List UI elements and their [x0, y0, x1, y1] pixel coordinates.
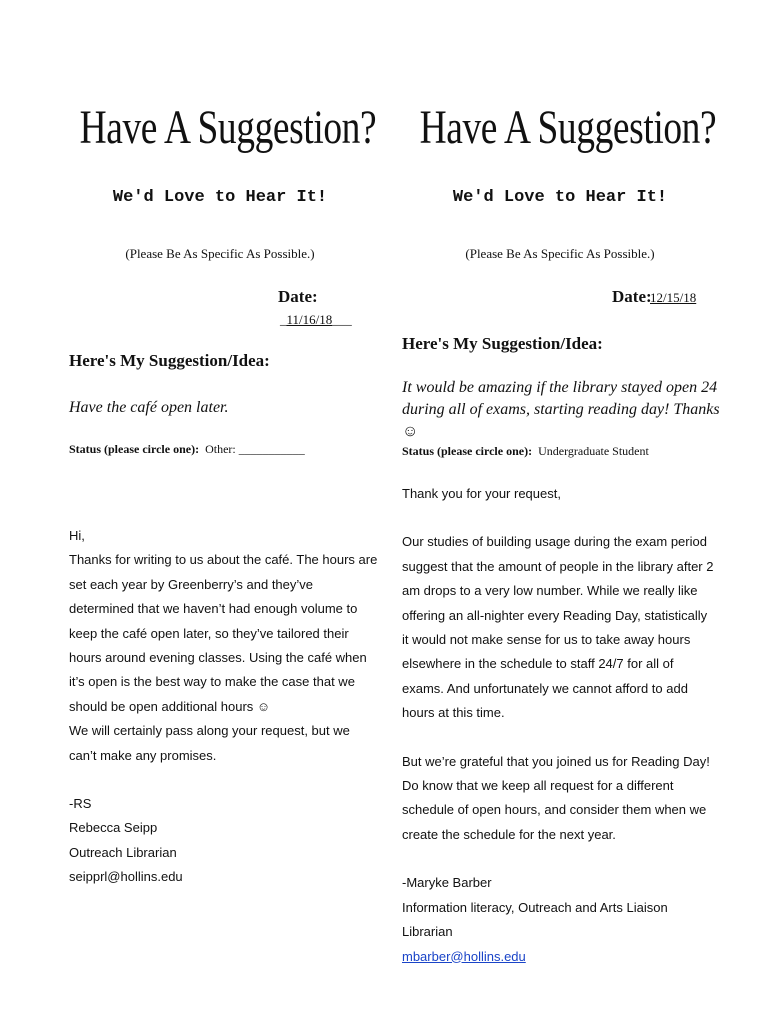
date-label: Date:	[278, 287, 318, 306]
date-text: 12/15/18	[650, 290, 697, 305]
reply-body-2: We will certainly pass along your request, but we can’t make any promises.	[69, 723, 350, 763]
date-value	[650, 290, 696, 306]
signature-initials: -RS	[69, 796, 92, 812]
status-value: Other: ___________	[205, 442, 305, 456]
status-value: Undergraduate Student	[538, 444, 649, 458]
specific-note: (Please Be As Specific As Possible.)	[465, 246, 655, 261]
status-line	[402, 444, 649, 459]
specific-note: (Please Be As Specific As Possible.)	[125, 246, 315, 261]
librarian-reply	[69, 524, 379, 890]
date-text: 11/16/18	[286, 312, 333, 327]
status-line	[69, 442, 305, 457]
reply-greeting: Hi,	[69, 528, 85, 543]
card-title: Have A Suggestion?	[79, 101, 377, 154]
suggestion-card-right	[380, 0, 740, 1024]
status-label: Status (please circle one):	[402, 444, 533, 458]
card-subtitle: We'd Love to Hear It!	[112, 188, 328, 207]
date-value	[280, 312, 352, 328]
signature-name: Rebecca Seipp	[69, 820, 158, 836]
reply-body-2: But we’re grateful that you joined us for Reading Day! Do know that we keep all request for a different schedule of open hours, and consider them when we create the schedule for the next year.	[402, 753, 710, 842]
signature-email: seipprl@hollins.edu	[69, 869, 183, 885]
card-subtitle: We'd Love to Hear It!	[452, 188, 668, 207]
reply-body-1: Thanks for writing to us about the café. The hours are set each year by Greenberry’s and they’ve determined that we haven’t had enough volume to keep the café open later, so they’ve tailored their hours around evening classes. Using the café when it’s open is the best way to make the case that we should be open additional hours ☺	[69, 552, 378, 714]
date-prefix: _	[280, 312, 287, 327]
date-suffix: ___	[332, 312, 352, 327]
suggestion-text: It would be amazing if the library stayed open 24 during all of exams, starting reading day! Thanks ☺	[402, 379, 720, 440]
reply-body-1: Our studies of building usage during the exam period suggest that the amount of people in the library after 2 am drops to a very low number. While we really like offering an all-nighter every Reading Day, statistically it would not make sense for us to take away hours elsewhere in the schedule to staff 24/7 for all of exams. And unfortunately we cannot afford to add hours at this time.	[402, 534, 714, 721]
signature-name: -Maryke Barber	[402, 875, 492, 891]
librarian-reply	[402, 482, 714, 969]
suggestion-text: Have the café open later.	[69, 399, 229, 416]
suggestion-heading: Here's My Suggestion/Idea:	[402, 334, 603, 353]
signature-title: Information literacy, Outreach and Arts Liaison Librarian	[402, 899, 668, 940]
card-title: Have A Suggestion?	[419, 101, 717, 154]
suggestion-heading: Here's My Suggestion/Idea:	[69, 351, 270, 370]
reply-greeting: Thank you for your request,	[402, 486, 561, 501]
signature-title: Outreach Librarian	[69, 844, 177, 860]
suggestion-card-left	[40, 0, 400, 1024]
date-label: Date:	[612, 287, 652, 306]
status-label: Status (please circle one):	[69, 442, 200, 456]
signature-email-link[interactable]: mbarber@hollins.edu	[402, 948, 526, 964]
